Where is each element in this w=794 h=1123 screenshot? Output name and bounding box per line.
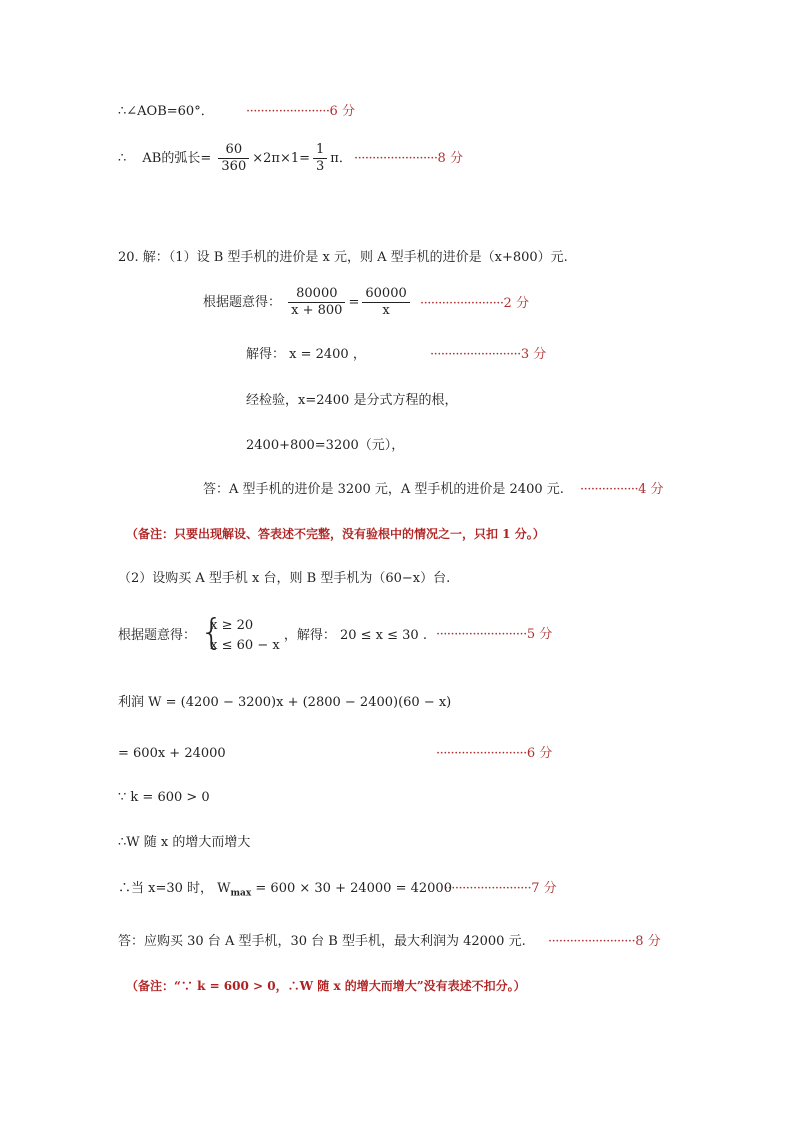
numerator: 60000: [362, 286, 409, 303]
inequality-system: [200, 611, 280, 656]
score-leader: ·························: [436, 627, 527, 642]
calc-line: 2400+800=3200（元），: [246, 438, 405, 453]
fraction-60-360: [218, 142, 249, 175]
score-leader: ·························: [430, 347, 521, 362]
score-leader: ·······················: [246, 104, 330, 119]
arc-middle: ×2π×1=: [252, 151, 310, 166]
fraction-right: [362, 286, 409, 319]
angle-score: [246, 103, 355, 121]
inequality-line: [118, 611, 427, 658]
score-leader: ················: [580, 482, 639, 497]
arc-length-line: [118, 142, 352, 176]
score-value: 8 分: [437, 151, 463, 166]
equation-label: 根据题意得：: [203, 295, 282, 310]
score-value: 8 分: [635, 934, 661, 949]
denominator: x + 800: [291, 303, 343, 318]
equation-line: [203, 286, 413, 320]
max-subscript: max: [230, 888, 252, 899]
numerator: 80000: [288, 286, 345, 303]
score-leader: ························: [444, 881, 532, 896]
inequality-score: [436, 626, 552, 644]
score-leader: ·························: [436, 746, 527, 761]
numerator: 1: [313, 142, 327, 159]
part2-intro: （2）设购买 A 型手机 x 台，则 B 型手机为（60−x）台.: [118, 571, 451, 586]
answer-1-score: [580, 481, 664, 499]
arc-score: [354, 150, 463, 168]
score-leader: ························: [548, 934, 636, 949]
solve-line: 解得： x = 2400 ，: [246, 347, 366, 362]
note-1: （备注：只要出现解设、答表述不完整，没有验根中的情况之一，只扣 1 分。）: [126, 527, 545, 541]
score-value: 6 分: [329, 104, 355, 119]
increase-line: ∴W 随 x 的增大而增大: [118, 835, 251, 850]
note-2: （备注：“∵ k = 600 > 0，∴W 随 x 的增大而增大”没有表述不扣分。）: [126, 979, 526, 993]
therefore-symbol: ∴: [118, 151, 127, 166]
inequality-solution: ，解得： 20 ≤ x ≤ 30 .: [283, 628, 427, 643]
max-line: [118, 880, 452, 903]
score-leader: ·······················: [420, 296, 504, 311]
k-line: ∵ k = 600 > 0: [118, 790, 210, 805]
angle-line: [118, 103, 214, 121]
max-text: ∴当 x=30 时， W: [118, 881, 231, 896]
score-leader: ·······················: [354, 151, 438, 166]
arc-label: AB的弧长=: [142, 151, 212, 166]
fraction-1-3: [313, 142, 327, 175]
inequality-label: 根据题意得：: [118, 628, 197, 643]
denominator: x: [382, 303, 390, 318]
score-value: 6 分: [526, 746, 553, 761]
answer-2-score: [548, 933, 661, 951]
profit-line: 利润 W = (4200 − 3200)x + (2800 − 2400)(60 − x): [118, 695, 452, 710]
answer-2: 答：应购买 30 台 A 型手机，30 台 B 型手机，最大利润为 42000 元.: [118, 934, 526, 949]
numerator: 60: [218, 142, 249, 159]
score-value: 4 分: [638, 482, 664, 497]
arc-end: π．: [330, 151, 352, 166]
max-score: [444, 880, 557, 898]
check-line: 经检验，x=2400 是分式方程的根，: [246, 393, 458, 408]
inequality-row: x ≤ 60 − x: [210, 637, 280, 653]
fraction-left: [288, 286, 345, 319]
score-value: 7 分: [531, 881, 557, 896]
answer-1: 答：A 型手机的进价是 3200 元，A 型手机的进价是 2400 元.: [203, 482, 564, 497]
max-calculation: = 600 × 30 + 24000 = 42000: [251, 881, 452, 896]
solve-score: [430, 346, 546, 364]
q20-intro: 20. 解：（1）设 B 型手机的进价是 x 元，则 A 型手机的进价是（x+800）元.: [118, 250, 568, 265]
profit-score: [436, 745, 552, 763]
score-value: 5 分: [526, 627, 553, 642]
equals-sign: =: [348, 295, 360, 310]
denominator: 360: [221, 159, 247, 174]
denominator: 3: [316, 159, 325, 174]
inequality-row: x ≥ 20: [210, 617, 254, 633]
equation-score: [420, 295, 529, 313]
score-value: 2 分: [503, 296, 529, 311]
profit-simplified: = 600x + 24000: [118, 746, 226, 761]
score-value: 3 分: [520, 347, 547, 362]
angle-text: ∴∠AOB=60°．: [118, 104, 214, 119]
brace-icon: {: [200, 611, 224, 653]
